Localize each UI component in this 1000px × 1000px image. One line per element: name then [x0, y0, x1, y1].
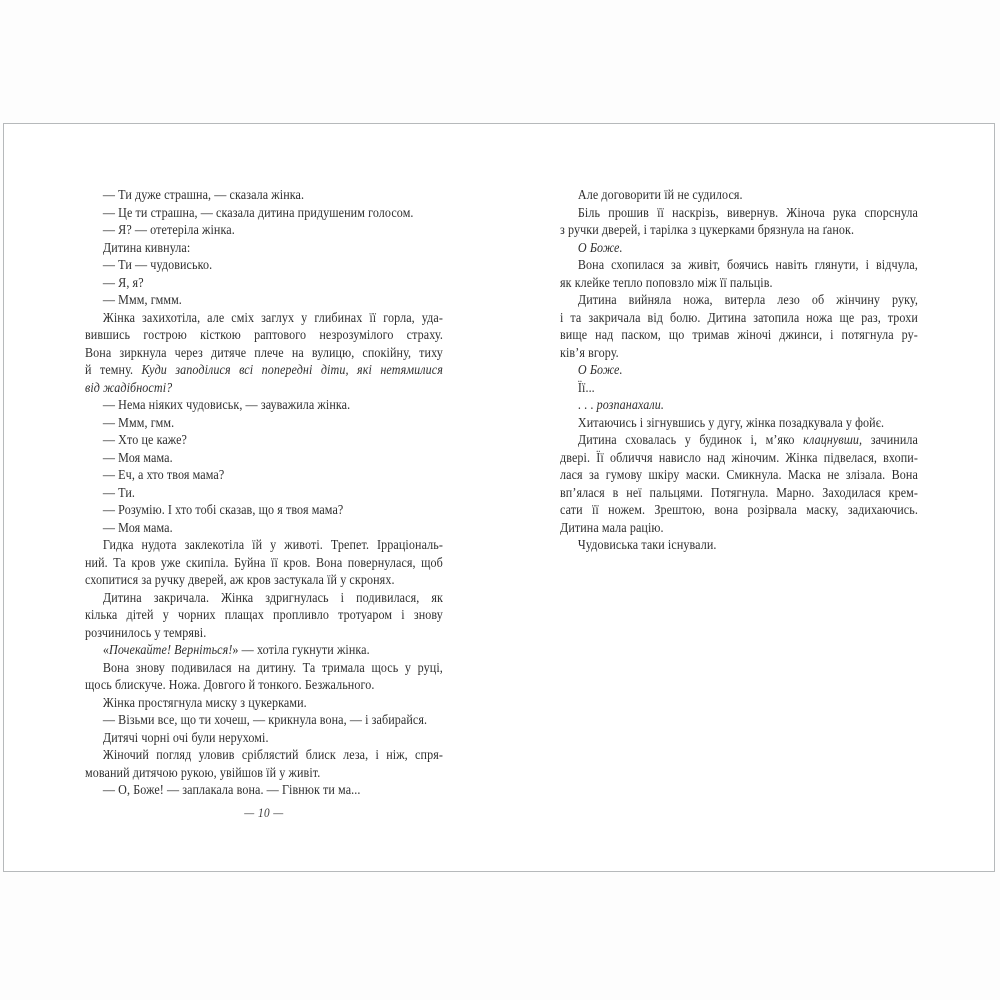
text-line: Вона знову подивилася на дитину. Та тримала щось у руці, [102, 659, 443, 675]
text-line: Жінка простягнула миску з цукерками. [102, 694, 307, 710]
text-line: — Нема ніяких чудовиськ, — зауважила жінка. [102, 397, 351, 412]
text-line: кілька дітей у чорних плащах пропливло тротуаром і знову [85, 607, 443, 622]
text-line: вившись гострою кісткою раптового незрозумілого страху. [85, 327, 443, 342]
text-line: ний. Та кров уже скипіла. Буйна її кров. Вона повернулася, щоб [85, 554, 443, 570]
text-line: — Розумію. І хто тобі сказав, що я твоя мама? [102, 502, 344, 517]
text-line: двері. Її обличчя нависло над жіночим. Жінка підвелася, вхопи- [560, 449, 918, 465]
text-line: — Хто це каже? [102, 432, 187, 447]
text-line: Але договорити їй не судилося. [577, 187, 743, 202]
text-line: — Ммм, гмм. [102, 414, 175, 430]
text-line: Чудовиська таки існували. [577, 537, 717, 552]
text-line: сати її ножем. Зрештою, вона розірвала маску, задихаючись. [560, 502, 918, 517]
text-line: — Це ти страшна, — сказала дитина придушеним голосом. [102, 204, 414, 220]
text-line: Хитаючись і зігнувшись у дугу, жінка позадкувала у фойє. [577, 414, 885, 430]
text-line: Дитина вийняла ножа, витерла лезо об жінчину руку, [577, 292, 918, 307]
text-line: Дитина кивнула: [102, 239, 191, 255]
text-line: лася за гумову шкіру маски. Смикнула. Маска не злізала. Вона [560, 467, 918, 482]
page-number: — 10 — [244, 805, 284, 820]
text-line: . . . розпанахали. [577, 397, 664, 412]
text-line: Вона зиркнула через дитяче плече на вулицю, спокійну, тиху [85, 344, 443, 360]
text-line: мований дитячою рукою, увійшов їй у живіт. [85, 764, 321, 780]
text-line: «Почекайте! Верніться!» — хотіла гукнути жінка. [102, 642, 370, 657]
text-line: ків’я вгору. [560, 344, 619, 360]
text-line: Жінка захихотіла, але сміх заглух у глибинах її горла, уда- [102, 309, 443, 325]
text-line: — Я, я? [102, 274, 144, 290]
book-page-spread [3, 123, 995, 872]
right-page-text-column [560, 186, 918, 554]
text-line: — Я? — отетеріла жінка. [102, 222, 235, 237]
text-line: й темну. Куди заподілися всі попередні діти, які нетямилися [85, 362, 443, 377]
text-line: Вона схопилася за живіт, боячись навіть глянути, і відчула, [577, 257, 918, 272]
text-line: як клейке тепло поповзло між її пальців. [560, 274, 773, 290]
text-line: О Боже. [577, 362, 623, 377]
text-line: щось блискуче. Ножа. Довгого й тонкого. Безжального. [85, 677, 375, 692]
text-line: вп’ялася в неї пальцями. Потягнула. Марно. Заходилася крем- [560, 484, 918, 500]
text-line: — Ти. [102, 484, 136, 500]
text-line: Дитина сховалась у будинок і, м’яко клацнувши, зачинила [577, 432, 918, 447]
text-line: — Моя мама. [102, 519, 173, 535]
text-line: — Ммм, гммм. [102, 292, 182, 307]
text-line: Біль прошив її наскрізь, вивернув. Жіноча рука спорснула [577, 204, 918, 220]
text-line: Дитячі чорні очі були нерухомі. [102, 729, 269, 745]
text-line: — Моя мама. [102, 449, 173, 465]
text-line: і та закричала від болю. Дитина затопила ножа ще раз, трохи [560, 309, 918, 325]
text-line: вище над паском, що тримав жіночі джинси, і потягнула ру- [560, 327, 918, 342]
text-line: — О, Боже! — заплакала вона. — Гівнюк ти ма... [102, 782, 361, 797]
text-line: схопитися за ручку дверей, аж кров застукала їй у скронях. [85, 572, 395, 587]
text-line: Її... [577, 379, 595, 395]
text-line: Гидка нудота заклекотіла їй у животі. Трепет. Ірраціональ- [102, 537, 443, 552]
text-line: — Ти дуже страшна, — сказала жінка. [102, 187, 305, 202]
text-line: Дитина мала рацію. [560, 519, 664, 535]
text-line: з ручки дверей, і тарілка з цукерками брязнула на ґанок. [560, 222, 855, 237]
text-line: О Боже. [577, 239, 623, 255]
text-line: розчинилось у темряві. [85, 624, 207, 640]
text-line: — Ти — чудовисько. [102, 257, 213, 272]
text-line: Жіночий погляд уловив сріблястий блиск леза, і ніж, спря- [102, 747, 443, 762]
text-line: від жадібності? [85, 379, 173, 395]
text-line: Дитина закричала. Жінка здригнулась і подивилася, як [102, 589, 443, 605]
text-line: — Еч, а хто твоя мама? [102, 467, 225, 482]
left-page-text-column [85, 186, 443, 822]
text-line: — Візьми все, що ти хочеш, — крикнула вона, — і забирайся. [102, 712, 428, 727]
